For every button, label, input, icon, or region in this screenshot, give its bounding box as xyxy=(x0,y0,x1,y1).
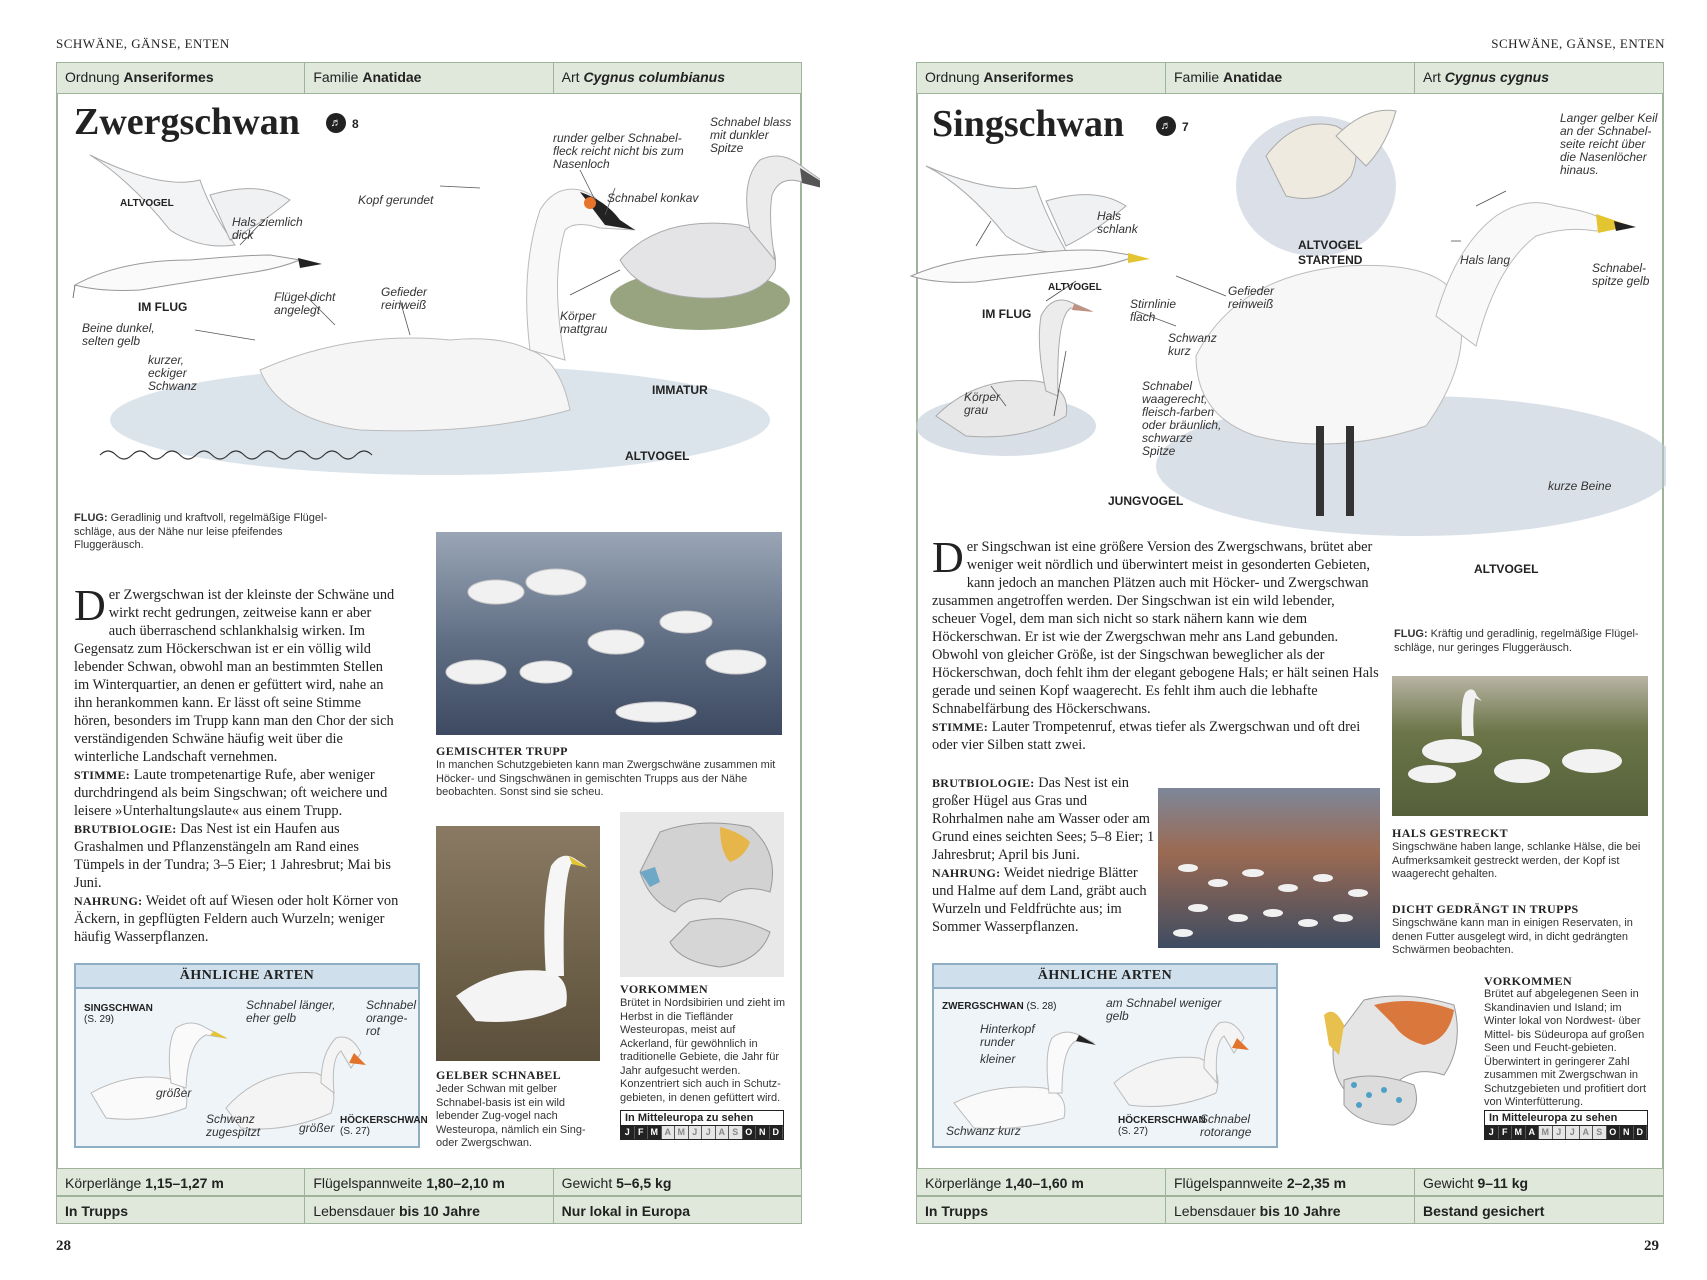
photo-dense-flock xyxy=(1158,788,1380,948)
len-value: 1,15–1,27 m xyxy=(145,1175,224,1191)
month-nov: N xyxy=(756,1126,770,1139)
month-aug: A xyxy=(1580,1126,1594,1139)
months-strip-left xyxy=(620,1125,784,1140)
label-schwanz: kurzer, eckiger Schwanz xyxy=(148,353,197,393)
label-schnabelfleck: runder gelber Schnabel-fleck reicht nicht bis zum Nasenloch xyxy=(553,131,684,171)
label-gefieder-right: Gefieder reinweiß xyxy=(1228,284,1275,311)
month-aug: A xyxy=(716,1126,730,1139)
life-value-right: bis 10 Jahre xyxy=(1259,1203,1341,1219)
similar-label-5: größer xyxy=(299,1121,335,1135)
len-label: Körperlänge xyxy=(65,1175,142,1191)
weight-value: 5–6,5 kg xyxy=(616,1175,672,1191)
similar-sp2-ref: (S. 27) xyxy=(340,1126,371,1137)
body-text-right xyxy=(932,533,1380,754)
month-mar: M xyxy=(1512,1126,1526,1139)
label-keil: Langer gelber Keil an der Schnabel-seite reicht über die Nasenlöcher hinaus. xyxy=(1560,111,1658,177)
page-title: Zwergschwan xyxy=(74,101,300,143)
brut-text-right: Das Nest ist ein großer Hügel aus Gras und Rohrhalmen nahe am Wasser oder am Grund eines seichten Sees; 5–8 Eier; 1 Jahresbrut; April bis Juni. xyxy=(932,775,1155,863)
label-beine-right: kurze Beine xyxy=(1548,479,1612,493)
month-jun: J xyxy=(689,1126,703,1139)
label-fluegel: Flügel dicht angelegt xyxy=(274,290,336,317)
label-jungvogel: JUNGVOGEL xyxy=(1108,494,1184,508)
brut-label: BRUTBIOLOGIE: xyxy=(74,822,177,836)
life-label-right: Lebensdauer xyxy=(1174,1203,1256,1219)
month-feb: F xyxy=(635,1126,649,1139)
span-value-right: 2–2,35 m xyxy=(1286,1175,1347,1191)
photo2-caption-head-right: DICHT GEDRÄNGT IN TRUPPS xyxy=(1392,902,1579,916)
dropcap: D xyxy=(74,581,106,630)
audio-icon-right[interactable]: ♬ xyxy=(1156,116,1176,136)
label-altvogel-flight: ALTVOGEL xyxy=(120,198,174,209)
label-schnabel-blass: Schnabel blass mit dunkler Spitze xyxy=(710,115,792,155)
similar-sp1-right xyxy=(942,1001,1056,1012)
similar-sp1-ref: (S. 29) xyxy=(84,1014,115,1025)
status-value-right: Bestand gesichert xyxy=(1423,1203,1545,1219)
page-title-right: Singschwan xyxy=(932,103,1125,145)
running-head-left: SCHWÄNE, GÄNSE, ENTEN xyxy=(56,36,230,51)
label-im-flug-right: IM FLUG xyxy=(982,307,1032,321)
similar-label-3: größer xyxy=(156,1086,192,1100)
similar-head-left: ÄHNLICHE ARTEN xyxy=(76,965,418,989)
range-text-right: Brütet auf abgelegenen Seen in Skandinavien und Island; im Winter lokal von Nordwest- über Mittel- bis Südeuropa auf großen Seen und Feucht-gebieten. Überwintert in geringerer Zahl zusammen mit Zwergschwan in Schutzgebieten und profitiert dort von Winterfütterung. xyxy=(1484,988,1647,1108)
similar-sp2-name: HÖCKERSCHWAN xyxy=(340,1115,428,1126)
order-label: Ordnung xyxy=(65,69,120,85)
similar-sp1-ref-right: (S. 28) xyxy=(1026,1001,1057,1012)
label-altvogel: ALTVOGEL xyxy=(625,449,690,463)
dropcap-right: D xyxy=(932,533,964,582)
photo-yellow-bill xyxy=(436,826,600,1061)
flight-caption-left xyxy=(74,512,354,553)
label-altvogel-right: ALTVOGEL xyxy=(1474,562,1539,576)
stimme-label-right: STIMME: xyxy=(932,720,989,734)
page-number-right: 29 xyxy=(1644,1238,1659,1254)
label-altvogel-flight-right: ALTVOGEL xyxy=(1048,282,1102,293)
label-altvogel-startend: ALTVOGEL STARTEND xyxy=(1298,238,1363,267)
span-value: 1,80–2,10 m xyxy=(426,1175,505,1191)
label-hals: Hals ziemlich dick xyxy=(232,215,303,242)
flight-caption-head: FLUG: xyxy=(74,512,108,524)
span-label-right: Flügelspannweite xyxy=(1174,1175,1283,1191)
nahrung-label: NAHRUNG: xyxy=(74,894,143,908)
month-dec: D xyxy=(1634,1126,1648,1139)
footer-bar-right-2 xyxy=(916,1196,1664,1224)
family-label: Familie xyxy=(313,69,359,85)
month-jan: J xyxy=(621,1126,635,1139)
similar-label-5-right: Schnabel rotorange xyxy=(1200,1112,1252,1139)
similar-sp2 xyxy=(340,1115,428,1137)
photo-neck-stretched xyxy=(1392,676,1648,816)
order-cell xyxy=(57,63,305,93)
page-number-left: 28 xyxy=(56,1238,71,1254)
footer-bar-left-1 xyxy=(56,1168,802,1196)
footer-bar-right-1 xyxy=(916,1168,1664,1196)
month-dec: D xyxy=(770,1126,784,1139)
similar-label-1-right: am Schnabel weniger gelb xyxy=(1106,996,1222,1023)
flight-caption-text: Geradlinig und kraftvoll, regelmäßige Flügel-schläge, aus der Nähe nur leise pfeifendes Fluggeräusch. xyxy=(74,512,328,551)
stimme-text: Laute trompetenartige Rufe, aber weniger durchdringend als beim Singschwan; oft weichere und leisere »Unterhaltungslaute« aus einem Trupp. xyxy=(74,767,388,819)
species-label: Art xyxy=(561,69,580,85)
social-value: In Trupps xyxy=(65,1203,128,1219)
photo1-caption-head-right: HALS GESTRECKT xyxy=(1392,826,1508,840)
photo1-caption-text-right: Singschwäne haben lange, schlanke Hälse, die bei Aufmerksamkeit gestreckt werden, der Kopf ist waagerecht gehalten. xyxy=(1392,841,1641,880)
month-jun: J xyxy=(1553,1126,1567,1139)
family-label: Familie xyxy=(1174,69,1220,85)
flight-caption-head-right: FLUG: xyxy=(1394,628,1428,640)
order-value: Anseriformes xyxy=(983,69,1074,85)
intro-text-right: er Singschwan ist eine größere Version des Zwergschwans, brütet aber weniger weit nördlich und überwintert meist in gesonderten Gebieten, kann jedoch an manchen Plätzen auch mit Höcker- und Zwergschwan zusammen angetroffen werden. Der Singschwan ist ein wild lebender, scheuer Vogel, dem man sich nicht so stark nähern kann wie dem Höckerschwan. Er ist wie der Zwergschwan mehr ans Land gebunden. Obwohl von gleicher Größe, ist der Singschwan beweglicher als der Höckerschwan, doch fehlt ihm der elegant gebogene Hals; er hält seinen Hals gerade und seinen Kopf waagerecht. Es fehlt ihm auch die lebhafte Schnabelfärbung des Höckerschwans. xyxy=(932,539,1379,717)
similar-label-2-right: Hinterkopf runder xyxy=(980,1022,1035,1049)
range-map-left xyxy=(620,812,784,977)
len-value-right: 1,40–1,60 m xyxy=(1005,1175,1084,1191)
brut-label-right: BRUTBIOLOGIE: xyxy=(932,776,1035,790)
months-panel-left xyxy=(620,1110,784,1140)
label-koerper: Körper mattgrau xyxy=(560,309,608,336)
label-schnabelspitze: Schnabel-spitze gelb xyxy=(1592,261,1650,288)
span-label: Flügelspannweite xyxy=(313,1175,423,1191)
label-schwanz-right: Schwanz kurz xyxy=(1168,331,1217,358)
label-beine: Beine dunkel, selten gelb xyxy=(82,321,155,348)
weight-label-right: Gewicht xyxy=(1423,1175,1474,1191)
photo2-caption-text-right: Singschwäne kann man in einigen Reservaten, in denen Futter ausgelegt wird, in dicht gedrängten Schwärmen beobachten. xyxy=(1392,917,1633,956)
similar-label-4: Schwanz zugespitzt xyxy=(206,1112,261,1139)
intro-text: er Zwergschwan ist der kleinste der Schwäne und wirkt recht gedrungen, zeitweise kann er aber auch überraschend schlankhalsig wirken. Im Gegensatz zum Höckerschwan ist er ein völlig wild lebender Schwan, obwohl man an bestimmten Stellen im Winterquartier, an denen er gefüttert wird, nahe an ihn herankommen kann. Er lässt oft seine Stimme hören, besonders im Trupp kann man den Chor der sich verständigenden Schwäne häufig weit über die winterliche Landschaft vernehmen. xyxy=(74,587,395,765)
photo-mixed-flock xyxy=(436,532,782,735)
months-strip-right xyxy=(1484,1125,1648,1140)
status-value: Nur lokal in Europa xyxy=(561,1203,691,1219)
social-value-right: In Trupps xyxy=(925,1203,988,1219)
range-head-left: VORKOMMEN xyxy=(620,982,709,996)
audio-track-number-right: 7 xyxy=(1182,120,1189,134)
family-cell xyxy=(305,63,553,93)
nahrung-text: Weidet oft auf Wiesen oder holt Körner von Äckern, in gepflügten Feldern auch Wurzeln; weniger häufig Wasserpflanzen. xyxy=(74,893,399,945)
month-mar: M xyxy=(648,1126,662,1139)
months-panel-right xyxy=(1484,1110,1648,1140)
month-oct: O xyxy=(743,1126,757,1139)
similar-label-3-right: kleiner xyxy=(980,1052,1016,1066)
month-may: M xyxy=(1539,1126,1553,1139)
similar-sp1 xyxy=(84,1003,153,1025)
species-value: Cygnus cygnus xyxy=(1444,69,1550,85)
similar-sp2-ref-right: (S. 27) xyxy=(1118,1126,1149,1137)
similar-sp2-right xyxy=(1118,1115,1206,1137)
months-head-left: In Mitteleuropa zu sehen xyxy=(620,1110,784,1125)
label-immatur: IMMATUR xyxy=(652,383,708,397)
month-sep: S xyxy=(1593,1126,1607,1139)
immature-swan-illustration xyxy=(610,156,820,330)
len-label-right: Körperlänge xyxy=(925,1175,1002,1191)
months-head-right: In Mitteleuropa zu sehen xyxy=(1484,1110,1648,1125)
label-koerper-right: Körper grau xyxy=(964,390,1001,417)
similar-label-4-right: Schwanz kurz xyxy=(946,1124,1021,1138)
weight-label: Gewicht xyxy=(561,1175,613,1191)
nahrung-text-right: Weidet niedrige Blätter und Halme auf dem Land, gräbt auch Wurzeln und Feldfrüchte aus; im Sommer Wasserpflanzen. xyxy=(932,865,1147,935)
label-im-flug: IM FLUG xyxy=(138,300,188,314)
month-feb: F xyxy=(1499,1126,1513,1139)
order-value: Anseriformes xyxy=(123,69,214,85)
life-label: Lebensdauer xyxy=(313,1203,396,1219)
similar-sp1-name: SINGSCHWAN xyxy=(84,1003,153,1014)
species-label: Art xyxy=(1423,69,1441,85)
audio-track-number: 8 xyxy=(352,117,359,131)
label-kopf: Kopf gerundet xyxy=(358,193,434,207)
family-value: Anatidae xyxy=(1223,69,1283,85)
month-apr: A xyxy=(1526,1126,1540,1139)
label-hals-lang: Hals lang xyxy=(1460,253,1511,267)
similar-species-right xyxy=(932,963,1278,1148)
label-schnabel-konkav: Schnabel konkav xyxy=(607,191,699,205)
similar-sp2-name-right: HÖCKERSCHWAN xyxy=(1118,1115,1206,1126)
range-head-right: VORKOMMEN xyxy=(1484,974,1573,988)
similar-label-2: Schnabel orange-rot xyxy=(366,998,417,1038)
stimme-label: STIMME: xyxy=(74,768,131,782)
audio-icon[interactable]: ♬ xyxy=(326,113,346,133)
month-jul: J xyxy=(1566,1126,1580,1139)
month-nov: N xyxy=(1620,1126,1634,1139)
month-sep: S xyxy=(729,1126,743,1139)
similar-species-left xyxy=(74,963,428,1148)
label-stirnlinie: Stirnlinie flach xyxy=(1130,297,1177,324)
brut-text: Das Nest ist ein Haufen aus Grashalmen und Pflanzenstängeln am Rand eines Tümpels in der Tundra; 3–5 Eier; 1 Jahresbrut; Mai bis Juni. xyxy=(74,821,391,891)
month-apr: A xyxy=(662,1126,676,1139)
similar-sp1-name-right: ZWERGSCHWAN xyxy=(942,1001,1024,1012)
label-schnabel-jung: Schnabel waagerecht, fleisch-farben oder bräunlich, schwarze Spitze xyxy=(1142,379,1222,458)
order-label: Ordnung xyxy=(925,69,980,85)
photo2-caption-head: GELBER SCHNABEL xyxy=(436,1068,562,1082)
label-hals-schlank: Hals schlank xyxy=(1097,209,1138,236)
life-value: bis 10 Jahre xyxy=(398,1203,480,1219)
photo1-caption-text: In manchen Schutzgebieten kann man Zwergschwäne zusammen mit Höcker- und Singschwänen in gemischten Trupps aus der Nähe beobachten. Sonst sind sie scheu. xyxy=(436,759,776,798)
flight-caption-text-right: Kräftig und geradlinig, regelmäßige Flügel-schläge, nur geringes Fluggeräusch. xyxy=(1394,628,1639,654)
flight-caption-right xyxy=(1394,628,1644,655)
label-gefieder: Gefieder reinweiß xyxy=(381,285,428,312)
species-cell xyxy=(554,63,801,93)
photo2-caption-text: Jeder Schwan mit gelber Schnabel-basis ist ein wild lebender Zug-vogel nach Westeuropa, nämlich ein Sing- oder Zwergschwan. xyxy=(436,1083,586,1149)
body-text-left xyxy=(74,581,400,946)
range-text-left: Brütet in Nordsibirien und zieht im Herbst in die Tiefländer Westeuropas, meist auf Ackerland, für gewöhnlich in traditionelle Gebiete, die Jahr für Jahr aufgesucht werden. Konzentriert sich auch in Schutz-gebieten, in denen gefüttert wird. xyxy=(620,997,786,1104)
similar-label-1: Schnabel länger, eher gelb xyxy=(246,998,336,1025)
footer-bar-left-2 xyxy=(56,1196,802,1224)
taxonomy-bar-right xyxy=(916,62,1664,94)
species-value: Cygnus columbianus xyxy=(583,69,726,85)
body-text-right-2 xyxy=(932,774,1156,936)
stimme-text-right: Lauter Trompetenruf, etwas tiefer als Zwergschwan und oft drei oder vier Silben statt zwei. xyxy=(932,719,1361,753)
month-may: M xyxy=(675,1126,689,1139)
nahrung-label-right: NAHRUNG: xyxy=(932,866,1001,880)
month-oct: O xyxy=(1607,1126,1621,1139)
range-map-right xyxy=(1304,985,1468,1145)
taxonomy-bar-left xyxy=(56,62,802,94)
month-jan: J xyxy=(1485,1126,1499,1139)
similar-head-right: ÄHNLICHE ARTEN xyxy=(934,965,1276,989)
month-jul: J xyxy=(702,1126,716,1139)
running-head-right: SCHWÄNE, GÄNSE, ENTEN xyxy=(1491,36,1665,51)
weight-value-right: 9–11 kg xyxy=(1477,1175,1529,1191)
family-value: Anatidae xyxy=(362,69,422,85)
photo1-caption-head: GEMISCHTER TRUPP xyxy=(436,744,568,758)
